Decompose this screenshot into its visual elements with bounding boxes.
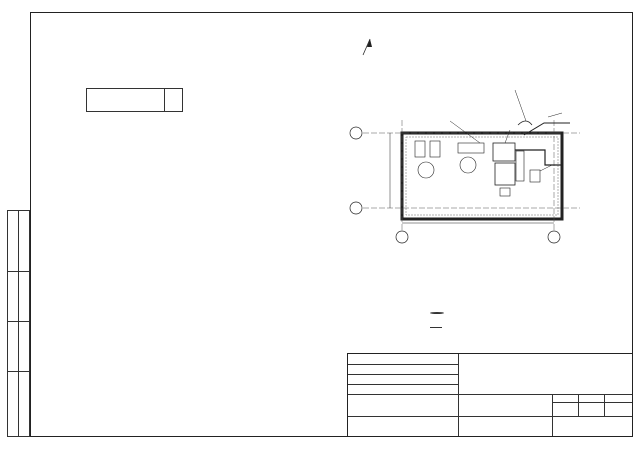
legend-seal (430, 324, 442, 330)
north-arrow (363, 39, 372, 55)
table-header-number (165, 89, 183, 112)
table-header-name (87, 89, 165, 112)
side-stamp (7, 210, 30, 437)
legend-phone (430, 310, 444, 316)
ip-phone-icon (430, 312, 444, 314)
cable-seal-icon (430, 327, 442, 328)
equipment-table (86, 88, 183, 112)
title-block (347, 353, 633, 437)
legend-cable-tray (430, 297, 442, 303)
floor-plan (330, 25, 610, 255)
